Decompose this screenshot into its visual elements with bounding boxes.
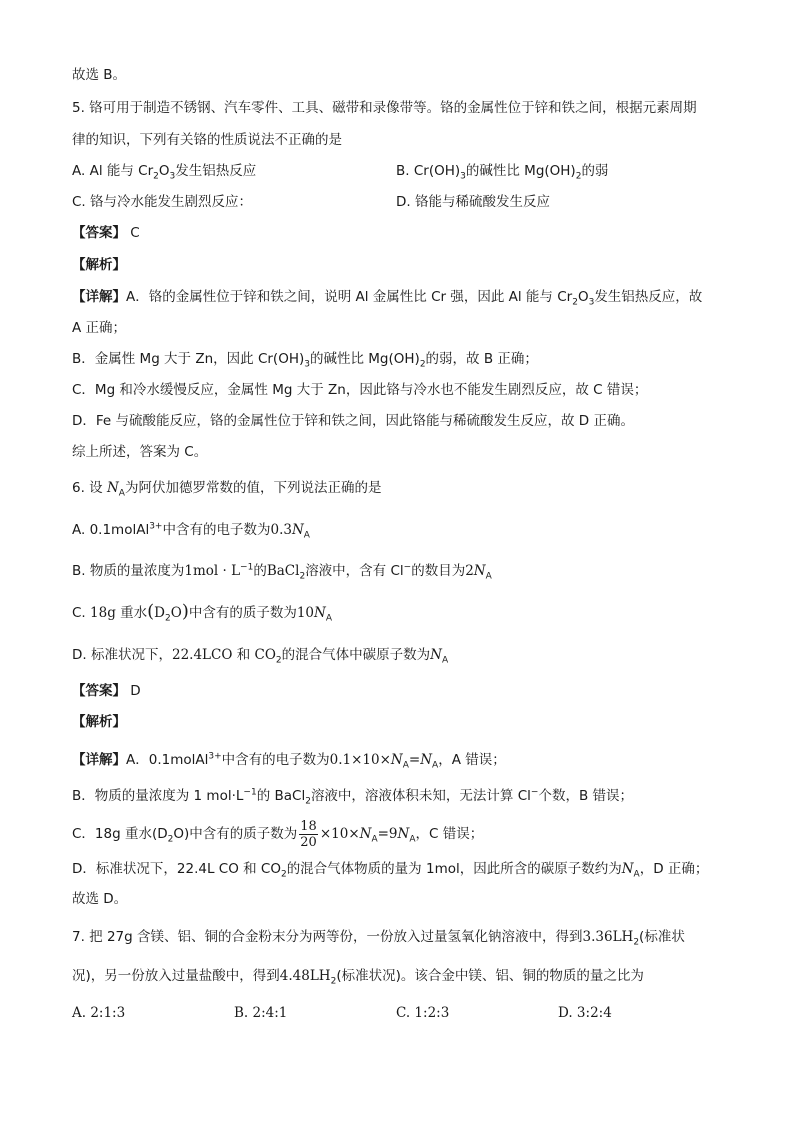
prev-answer-line: 故选 B。 — [72, 67, 127, 83]
q6-final: 故选 D。 — [72, 891, 128, 907]
q5-detail-line3: C．Mg 和冷水缓慢反应，金属性 Mg 大于 Zn，因此铬与冷水也不能发生剧烈反应，故 C 错误； — [72, 382, 648, 398]
q5-option-d: D. 铬能与稀硫酸发生反应 — [396, 194, 550, 210]
q6-option-c: C. 18g 重水$(D_2O)$中含有的质子数为$10N_A$ — [72, 601, 333, 624]
q5-summary: 综上所述，答案为 C。 — [72, 444, 208, 460]
q7-option-a: A. 2:1:3 — [72, 1005, 126, 1021]
q6-detail-line4: D．标准状况下，22.4L CO 和 $CO_2$的混合气体物质的量为 1mol，因此所含的碳原子数约为$N_A$，D 正确； — [72, 861, 709, 880]
q5-option-a: A. Al 能与 $Cr_2O_3$发生铝热反应 — [72, 163, 257, 182]
q5-option-c: C. 铬与冷水能发生剧烈反应： — [72, 194, 253, 210]
q6-detail-line2: B．物质的量浓度为 1 $mol\cdot L^{-1}$的 BaCl$_2$溶液中，溶液体积未知，无法计算 Cl−个数，B 错误； — [72, 787, 634, 807]
q5-detail-line1: 【详解】A．铬的金属性位于锌和铁之间，说明 Al 金属性比 Cr 强，因此 Al 能与 $Cr_2O_3$发生铝热反应，故 — [72, 289, 703, 308]
q7-option-d: D. 3:2:4 — [558, 1005, 612, 1021]
q7-stem-line2: 况)，另一份放入过量盐酸中，得到$4.48LH_2$(标准状况)。该合金中镁、铝、铜的物质的量之比为 — [72, 968, 644, 987]
q5-answer: 【答案】 C — [72, 225, 140, 241]
q6-answer: 【答案】 D — [72, 683, 141, 699]
q5-stem-line2: 律的知识，下列有关铬的性质说法不正确的是 — [72, 132, 342, 148]
q7-option-c: C. 1:2:3 — [396, 1005, 450, 1021]
q6-detail-line3: C．18g 重水$(D_2O)$中含有的质子数为 $\frac{18}{20}$ $\times 10\times N_A=9N_A$，C 错误； — [72, 818, 484, 850]
q6-option-a: A. 0.1molAl$^{3+}$中含有的电子数为$0.3N_A$ — [72, 521, 310, 541]
q6-option-b: B. 物质的量浓度为$1mol \cdot L^{-1}$的BaCl$_2$溶液中，含有 Cl−的数目为$2N_A$ — [72, 562, 492, 582]
q6-option-d: D. 标准状况下，22.4LCO 和 $CO_2$的混合气体中碳原子数为$N_A$ — [72, 647, 449, 666]
q7-option-b: B. 2:4:1 — [234, 1005, 288, 1021]
q5-analysis-tag: 【解析】 — [72, 257, 126, 273]
q7-stem-line1: 7. 把 27g 含镁、铝、铜的合金粉末分为两等份，一份放入过量氢氧化钠溶液中，得到$3.36LH_2$(标准状 — [72, 929, 685, 948]
q6-analysis-tag: 【解析】 — [72, 714, 126, 730]
q5-detail-line2: B．金属性 Mg 大于 Zn，因此 $Cr(OH)_3$的碱性比 $Mg(OH)_2$的弱，故 B 正确； — [72, 351, 538, 370]
q5-option-b: B. $Cr(OH)_3$的碱性比 $Mg(OH)_2$的弱 — [396, 163, 609, 182]
q6-stem: 6. 设 $N_A$为阿伏加德罗常数的值，下列说法正确的是 — [72, 480, 382, 499]
q6-detail-line1: 【详解】A．0.1molAl$^{3+}$中含有的电子数为$0.1\times 10\times N_A=N_A$，A 错误； — [72, 751, 506, 771]
q5-detail-line1-cont: A 正确； — [72, 320, 127, 336]
q5-stem-line1: 5. 铬可用于制造不锈钢、汽车零件、工具、磁带和录像带等。铬的金属性位于锌和铁之间，根据元素周期 — [72, 100, 697, 116]
fraction-18-20: $\frac{18}{20}$ — [300, 818, 317, 850]
q5-detail-line4: D．Fe 与硫酸能反应，铬的金属性位于锌和铁之间，因此铬能与稀硫酸发生反应，故 D 正确。 — [72, 413, 634, 429]
